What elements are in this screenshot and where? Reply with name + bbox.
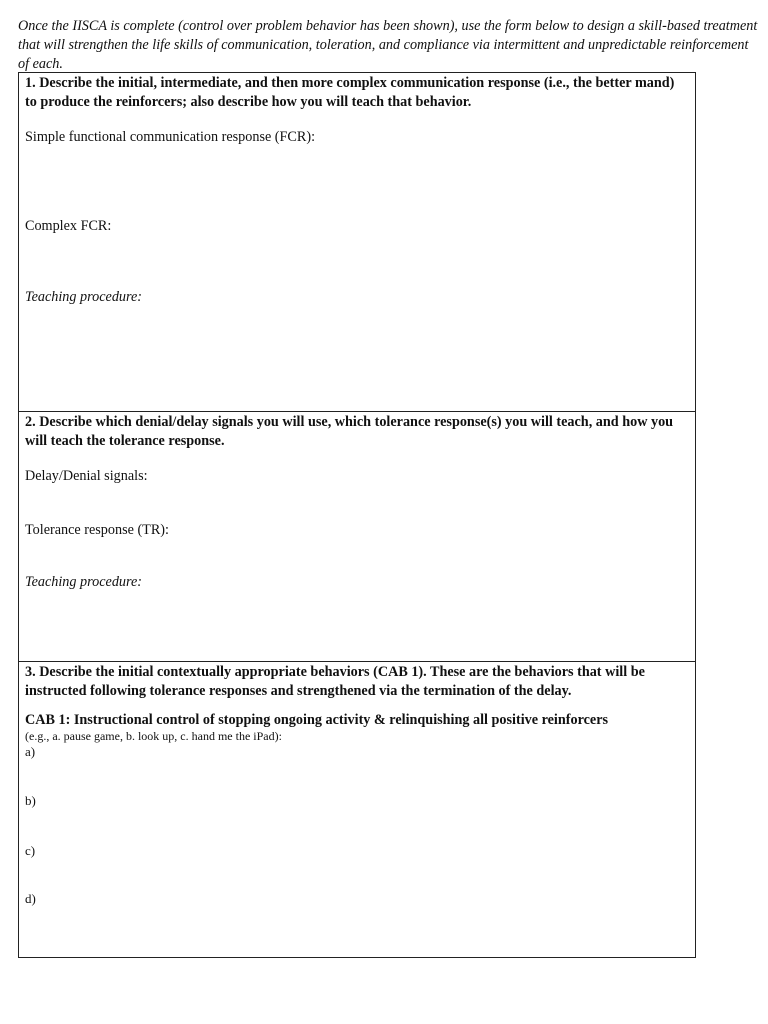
tolerance-response-label: Tolerance response (TR): <box>25 522 169 538</box>
section-cab <box>19 662 695 959</box>
cab-item-a: a) <box>25 744 36 759</box>
teaching-procedure-label-2: Teaching procedure: <box>25 574 143 590</box>
delay-denial-signals-label: Delay/Denial signals: <box>25 468 148 484</box>
teaching-procedure-label-1: Teaching procedure: <box>25 289 143 305</box>
intro-text: Once the IISCA is complete (control over problem behavior has been shown), use the form below to design a skill-based treatment that will strengthen the life skills of communication, toleration, and compliance via intermittent and unpredictable reinforcement of each. <box>18 18 758 72</box>
cab-item-d: d) <box>25 891 36 906</box>
cab-1-title: CAB 1: Instructional control of stopping ongoing activity & relinquishing all positive reinforcers <box>25 712 609 728</box>
cab-1-example: (e.g., a. pause game, b. look up, c. hand me the iPad): <box>25 729 282 743</box>
cab-item-c: c) <box>25 843 36 858</box>
treatment-form <box>18 72 696 958</box>
cab-item-b: b) <box>25 793 36 808</box>
section-communication <box>19 73 695 412</box>
simple-fcr-label: Simple functional communication response (FCR): <box>25 129 316 145</box>
section-tolerance <box>19 412 695 662</box>
complex-fcr-label: Complex FCR: <box>25 218 112 234</box>
section-1-heading: 1. Describe the initial, intermediate, and then more complex communication response (i.e., the better mand) to produce the reinforcers; also describe how you will teach that behavior. <box>25 75 675 110</box>
section-2-heading: 2. Describe which denial/delay signals you will use, which tolerance response(s) you will teach, and how you will teach the tolerance response. <box>25 414 674 449</box>
section-3-heading: 3. Describe the initial contextually appropriate behaviors (CAB 1). These are the behaviors that will be instructed following tolerance responses and strengthened via the termination of the delay. <box>25 664 645 699</box>
